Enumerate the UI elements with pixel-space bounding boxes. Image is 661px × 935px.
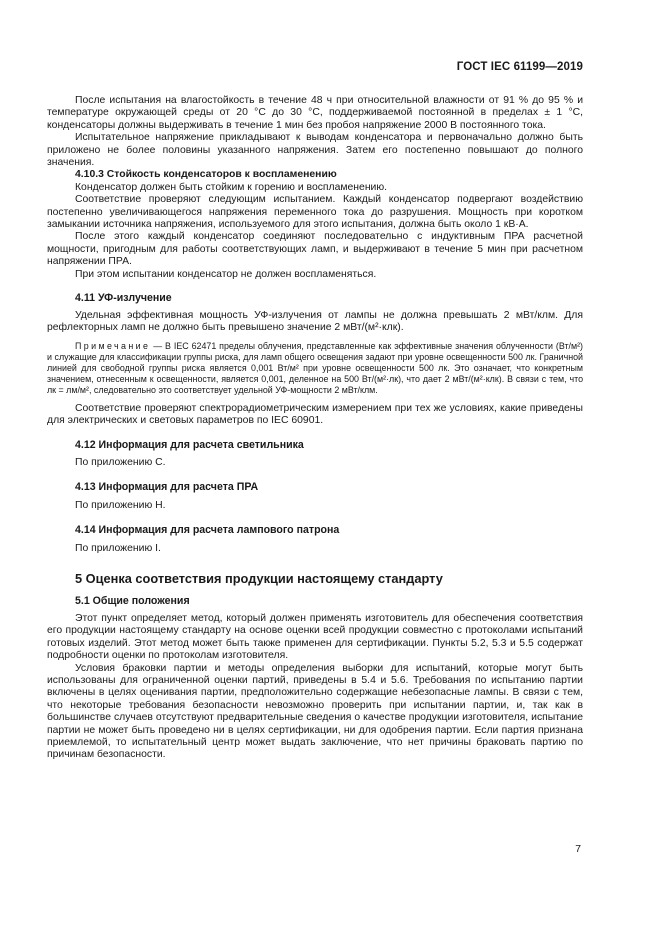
section-heading-5-1: 5.1 Общие положения	[75, 594, 190, 607]
note-label: Примечание	[75, 341, 151, 352]
section-heading-4-12: 4.12 Информация для расчета светильника	[75, 438, 304, 451]
paragraph: Испытательное напряжение прикладывают к выводам конденсатора и первоначально должно быть приложено не более половины указанного напряжения. Затем его постепенно повышают до полного значения.	[47, 132, 583, 169]
document-body	[47, 95, 583, 762]
paragraph: После этого каждый конденсатор соединяют последовательно с индуктивным ПРА расчетной мощности, пригодным для работы соответствующих ламп, и выдерживают в течение 5 мин при расчетном напряжении ПРА.	[47, 231, 583, 268]
paragraph: Конденсатор должен быть стойким к горению и воспламенению.	[75, 181, 388, 193]
section-heading-5: 5 Оценка соответствия продукции настоящему стандарту	[75, 571, 443, 587]
section-heading-4-14: 4.14 Информация для расчета лампового патрона	[75, 524, 340, 537]
paragraph: После испытания на влагостойкость в течение 48 ч при относительной влажности от 91 % до 95 % и температуре окружающей среды от 20 °С до 30 °С, поддерживаемой постоянной в пределах ± 1 °С, конденсаторы должны выдерживать в течение 1 мин без пробоя напряжение 2000 В постоянного тока.	[47, 95, 583, 131]
paragraph: Условия браковки партии и методы определения выборки для испытаний, которые могут быть использованы для ограниченной оценки партий, приведены в 5.4 и 5.6. Требования по испытанию партии включены в целях оценивания партии, предположительно содержащие небезопасные лампы. В связи с тем, что некоторые требования безопасности невозможно проверить при испытании партии, и, так как в большинстве случаев отсутствуют предварительные сведения о качестве продукции изготовителя, испытание партии не может быть проведено ни в целях сертификации, ни для одобрения партии. Если партия признана приемлемой, то испытательный центр может выдать заключение, что нет причины браковать партию по причинам безопасности.	[47, 662, 583, 761]
note-paragraph	[47, 341, 583, 396]
note-text: — В IEC 62471 пределы облучения, представленные как эффективные значения облученности (Вт/м²) и служащие для классификации группы риска, для ламп общего освещения задают при уровне освещенности 500 лк. Граничной линией для свободной группы риска является 0,001 Вт/м² при уровне освещенности 500 лк. Это означает, что конкретным значением, отнесенным к освещенности, является 0,001, деленное на 500 Вт/(м²·лк), что дает 2 мВт/(м²·клк). В связи с тем, что лк = лм/м², следовательно это соответствует удельной УФ-мощности 2 мВт/клм.	[47, 341, 583, 395]
section-heading-4-11: 4.11 УФ-излучение	[75, 292, 172, 305]
paragraph: Соответствие проверяют следующим испытанием. Каждый конденсатор подвергают воздействию постепенно увеличивающегося напряжения переменного тока до разрушения. Мощность при коротком замыкании источника напряжения, используемого для этого испытания, должна быть около 1 кВ·А.	[47, 194, 583, 231]
section-heading-4-10-3: 4.10.3 Стойкость конденсаторов к воспламенению	[75, 169, 337, 181]
paragraph: При этом испытании конденсатор не должен воспламеняться.	[75, 268, 377, 280]
paragraph: По приложению Н.	[75, 499, 166, 511]
paragraph: По приложению I.	[75, 542, 161, 554]
section-heading-4-13: 4.13 Информация для расчета ПРА	[75, 481, 259, 494]
paragraph: По приложению С.	[75, 457, 166, 469]
paragraph: Удельная эффективная мощность УФ-излучения от лампы не должна превышать 2 мВт/клм. Для рефлекторных ламп не должно быть превышено значение 2 мВт/(м²·клк).	[47, 309, 583, 333]
page-number: 7	[575, 844, 581, 855]
paragraph: Соответствие проверяют спектрорадиометрическим измерением при тех же условиях, какие приведены для электрических и световых параметров по IEC 60901.	[47, 402, 583, 427]
standard-header: ГОСТ IEC 61199—2019	[456, 61, 583, 73]
paragraph: Этот пункт определяет метод, который должен применять изготовитель для обеспечения соответствия его продукции настоящему стандарту на основе оценки всей продукции совместно с протоколами испытаний готовых изделий. Этот метод может быть также применен для сертификации. Пункты 5.2, 5.3 и 5.5 содержат подробности оценки по протоколам изготовителя.	[47, 612, 583, 662]
